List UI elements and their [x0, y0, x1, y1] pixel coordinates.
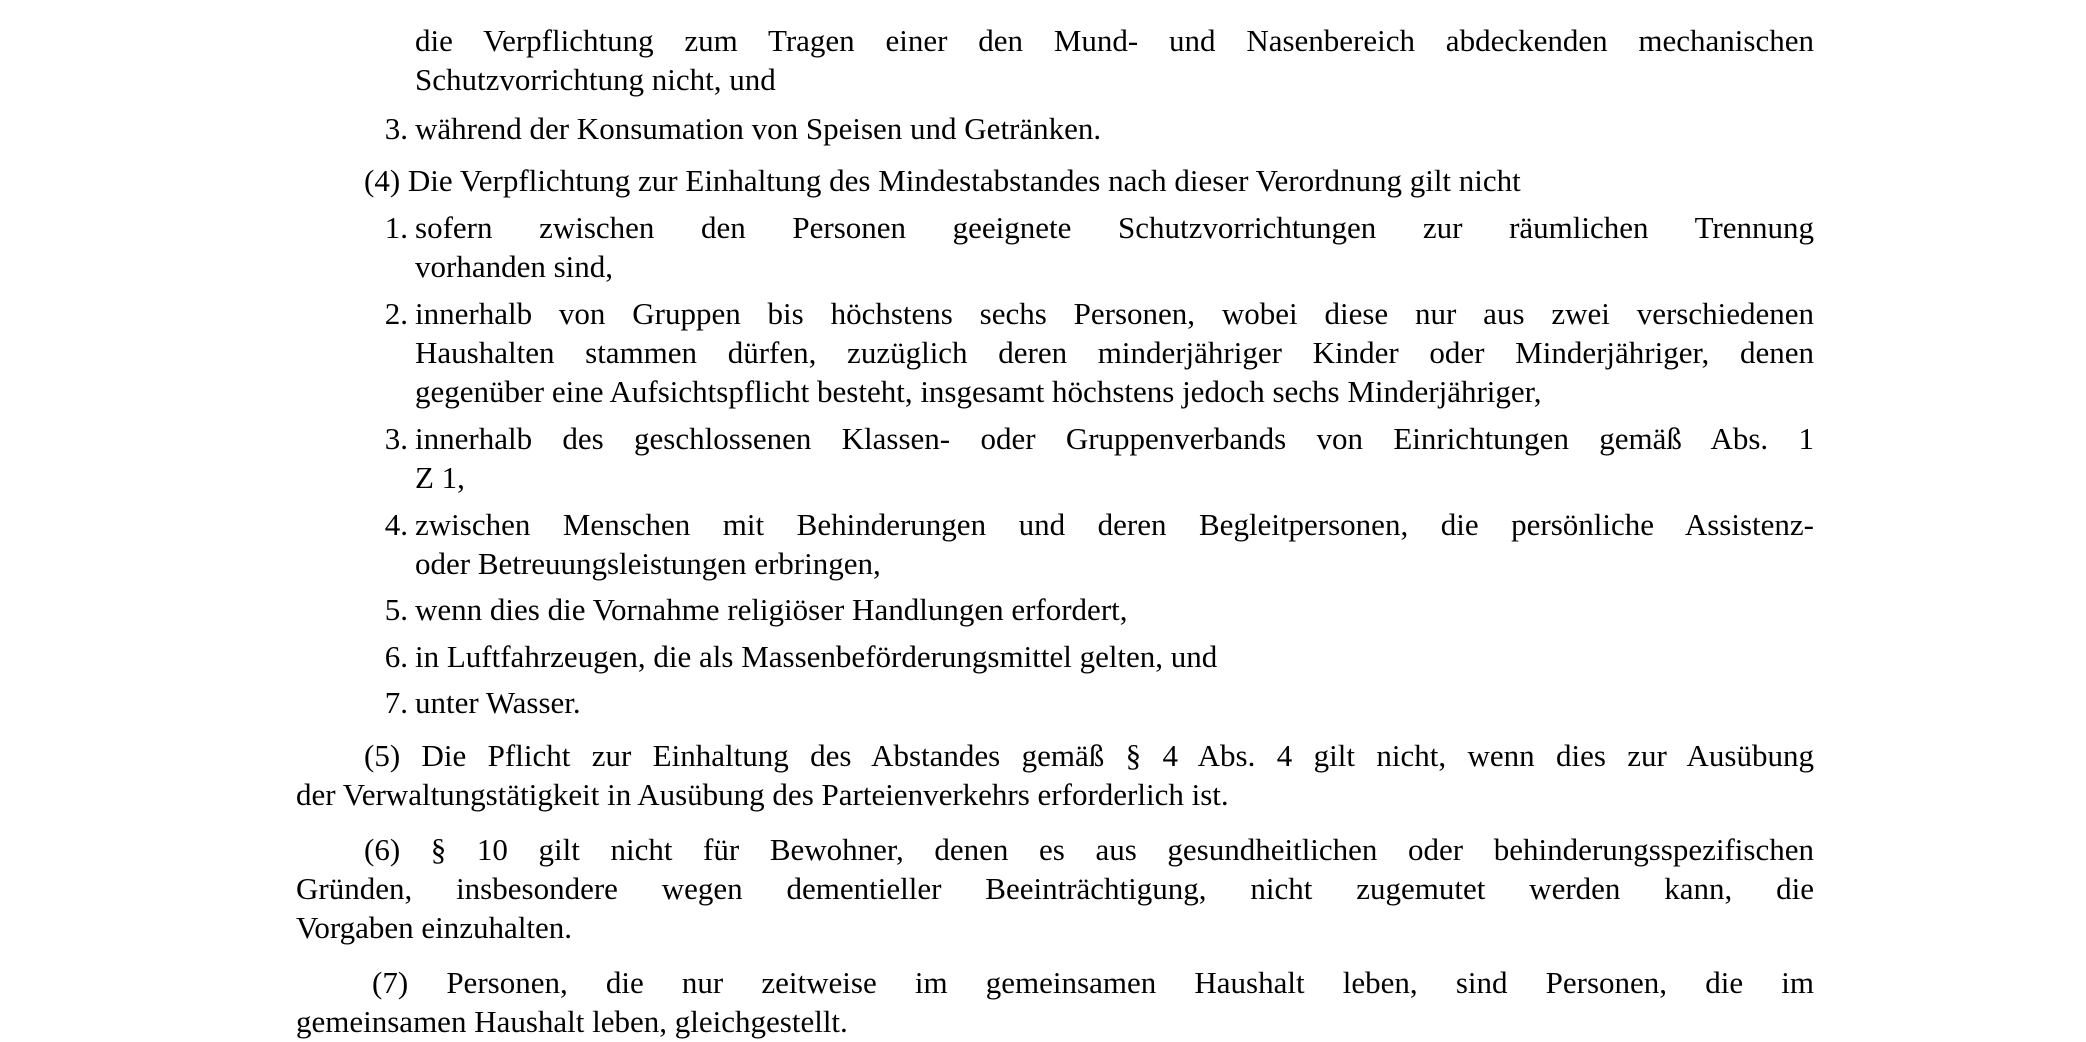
list-item-text: gegenüber eine Aufsichtspflicht besteht, insgesamt höchstens jedoch sechs Minderjähriger,: [415, 374, 1542, 409]
paragraph-7-line: gemeinsamen Haushalt leben, gleichgestellt.: [296, 1004, 848, 1039]
list-item-text: oder Betreuungsleistungen erbringen,: [415, 546, 881, 581]
list-item-text: während der Konsumation von Speisen und Getränken.: [415, 111, 1102, 146]
paragraph-6-line: (6) § 10 gilt nicht für Bewohner, denen es aus gesundheitlichen oder behinderungsspezifischen: [364, 832, 1814, 867]
list-number: 7.: [384, 685, 408, 720]
list-item-text: Haushalten stammen dürfen, zuzüglich deren minderjähriger Kinder oder Minderjähriger, denen: [415, 335, 1814, 370]
list-number: 6.: [384, 639, 408, 674]
paragraph-6-line: Vorgaben einzuhalten.: [296, 910, 573, 945]
list-number: 5.: [384, 592, 408, 627]
text-line: die Verpflichtung zum Tragen einer den Mund- und Nasenbereich abdeckenden mechanischen: [415, 23, 1814, 58]
list-item-text: sofern zwischen den Personen geeignete Schutzvorrichtungen zur räumlichen Trennung: [415, 210, 1814, 245]
paragraph-5-line: (5) Die Pflicht zur Einhaltung des Abstandes gemäß § 4 Abs. 4 gilt nicht, wenn dies zur Ausübung: [364, 738, 1814, 773]
list-item-text: wenn dies die Vornahme religiöser Handlungen erfordert,: [415, 592, 1128, 627]
paragraph-6-line: Gründen, insbesondere wegen dementieller Beeinträchtigung, nicht zugemutet werden kann, die: [296, 871, 1814, 906]
list-item-text: zwischen Menschen mit Behinderungen und deren Begleitpersonen, die persönliche Assistenz-: [415, 507, 1814, 542]
list-item-text: in Luftfahrzeugen, die als Massenbeförderungsmittel gelten, und: [415, 639, 1218, 674]
list-number: 3.: [384, 421, 408, 456]
list-number: 2.: [384, 296, 408, 331]
paragraph-7-line: (7) Personen, die nur zeitweise im gemeinsamen Haushalt leben, sind Personen, die im: [372, 965, 1814, 1000]
list-number: 4.: [384, 507, 408, 542]
list-number: 3.: [384, 111, 408, 146]
list-item-text: innerhalb des geschlossenen Klassen- oder Gruppenverbands von Einrichtungen gemäß Abs. 1: [415, 421, 1814, 456]
list-item-text: unter Wasser.: [415, 685, 581, 720]
text-line: Schutzvorrichtung nicht, und: [415, 62, 776, 97]
list-item-text: innerhalb von Gruppen bis höchstens sechs Personen, wobei diese nur aus zwei verschiedenen: [415, 296, 1814, 331]
list-item-text: Z 1,: [415, 460, 465, 495]
paragraph-4-intro: (4) Die Verpflichtung zur Einhaltung des Mindestabstandes nach dieser Verordnung gilt nicht: [364, 163, 1521, 198]
list-item-text: vorhanden sind,: [415, 249, 614, 284]
paragraph-5-line: der Verwaltungstätigkeit in Ausübung des Parteienverkehrs erforderlich ist.: [296, 777, 1229, 812]
list-number: 1.: [384, 210, 408, 245]
